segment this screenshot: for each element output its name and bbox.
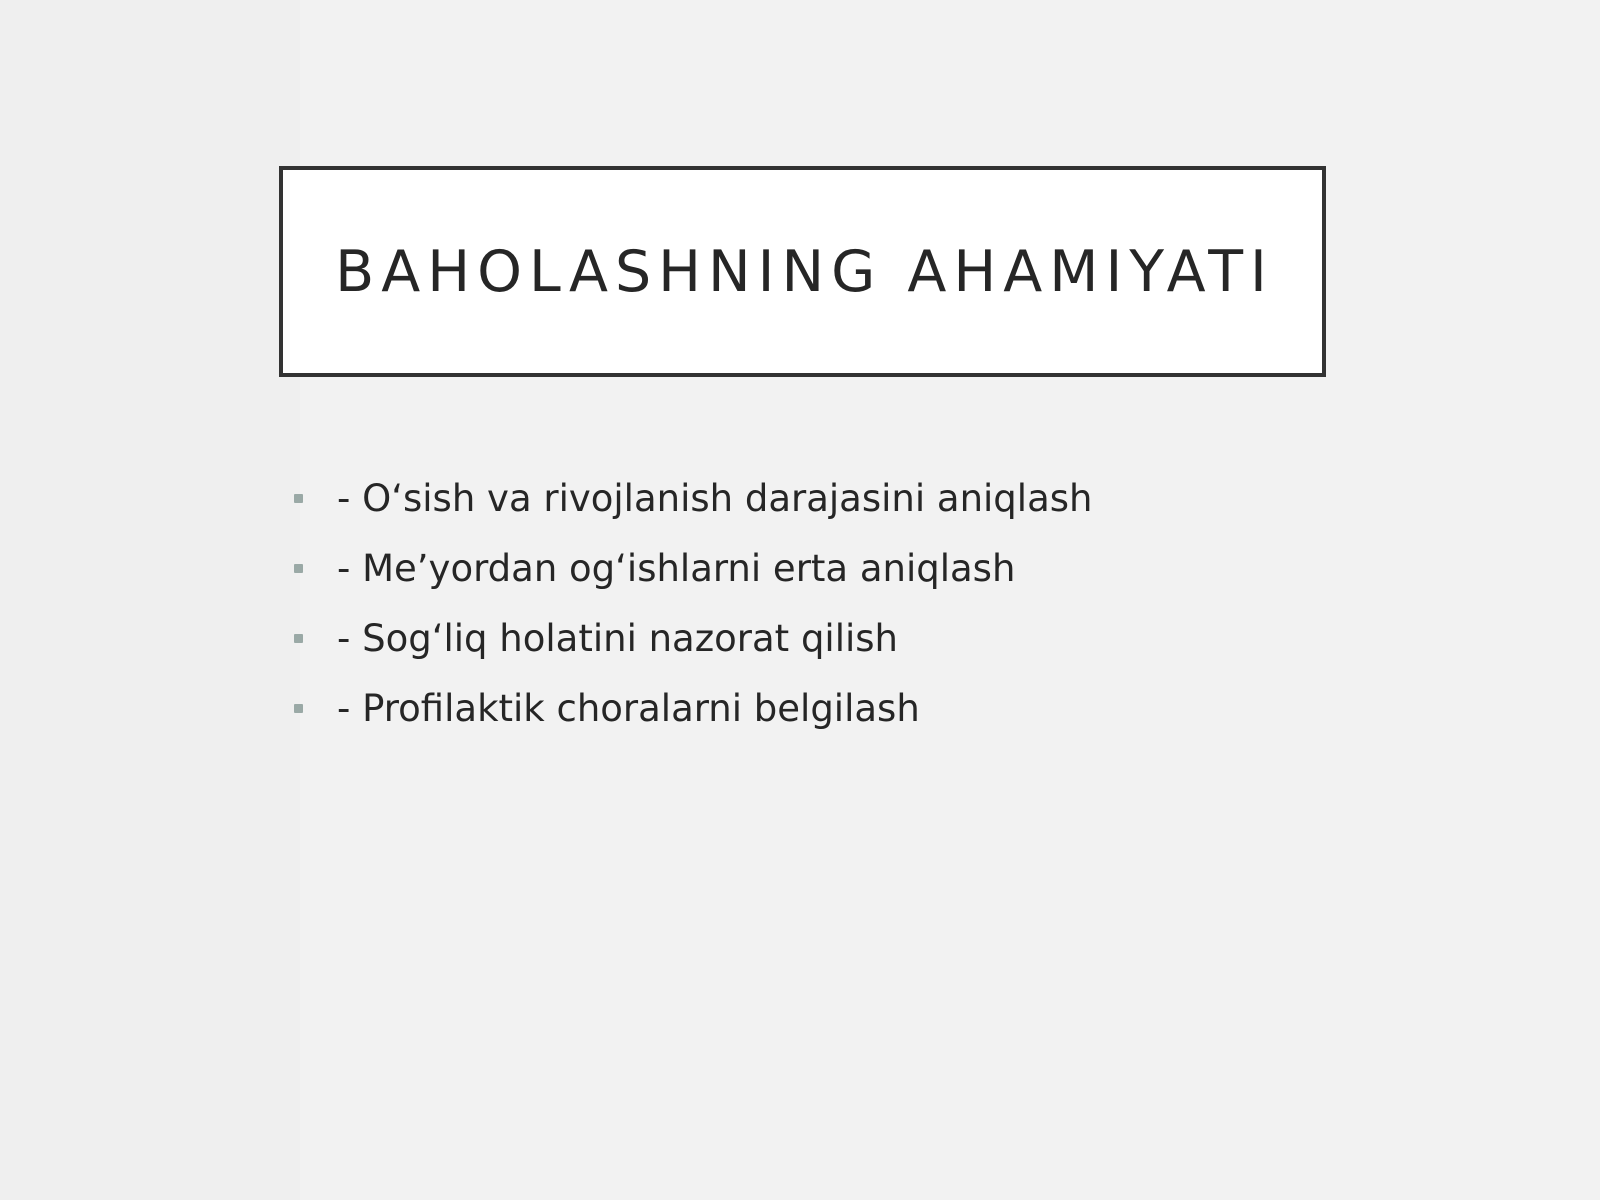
list-item <box>294 603 1092 673</box>
bullet-icon <box>294 704 303 713</box>
bullet-text: - Profilaktik choralarni belgilash <box>337 686 920 730</box>
bullet-list <box>294 463 1092 743</box>
bullet-text: - Me’yordan og‘ishlarni erta aniqlash <box>337 546 1016 590</box>
title-box <box>279 166 1326 377</box>
bullet-text: - O‘sish va rivojlanish darajasini aniqlash <box>337 476 1093 520</box>
list-item <box>294 533 1092 603</box>
list-item <box>294 463 1092 533</box>
slide-title: BAHOLASHNING AHAMIYATI <box>335 238 1274 305</box>
background-panel <box>0 0 300 1200</box>
bullet-icon <box>294 494 303 503</box>
bullet-text: - Sog‘liq holatini nazorat qilish <box>337 616 898 660</box>
bullet-icon <box>294 634 303 643</box>
bullet-icon <box>294 564 303 573</box>
list-item <box>294 673 1092 743</box>
